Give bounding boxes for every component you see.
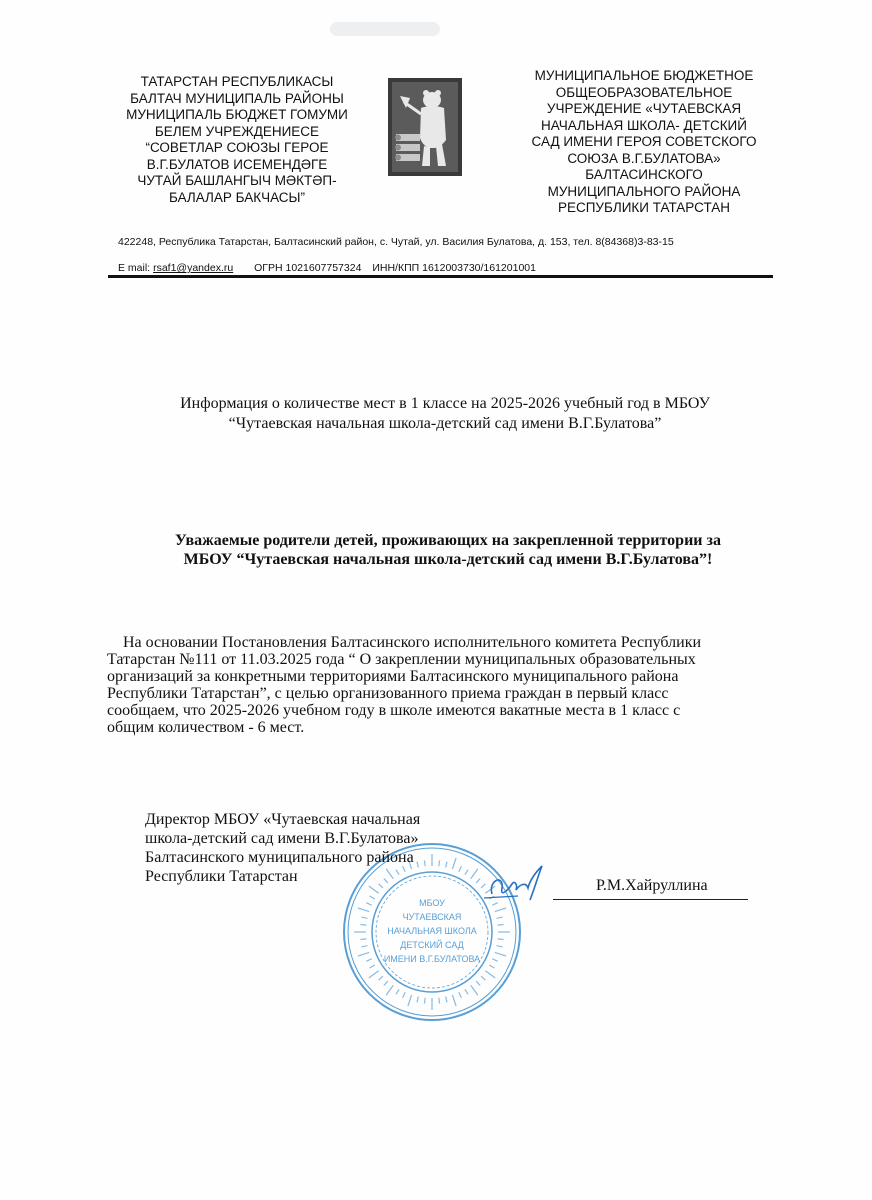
body-line: Республики Татарстан”, с целью организованного приема граждан в первый класс	[107, 685, 669, 702]
appeal-heading	[108, 531, 788, 569]
header-right-line: ОБЩЕОБРАЗОВАТЕЛЬНОЕ	[555, 84, 733, 100]
signature-line	[553, 899, 748, 900]
email-link[interactable]: rsaf1@yandex.ru	[153, 262, 234, 274]
title-line: Информация о количестве мест в 1 классе на 2025-2026 учебный год в МБОУ	[180, 395, 710, 412]
stamp-ring-mark	[481, 976, 485, 980]
stamp-ring-mark	[369, 971, 379, 978]
ogrn-value: ОГРН 1021607757324	[254, 262, 362, 274]
stamp-ring-mark	[495, 908, 506, 912]
scan-artifact	[330, 22, 440, 36]
signatory-line: Балтасинского муниципального района	[145, 849, 414, 866]
stamp-ring-mark	[408, 995, 412, 1006]
header-left-line: БЕЛЕМ УЧРЕЖДЕНИЕСЕ	[154, 123, 320, 139]
stamp-ring-mark	[362, 946, 368, 947]
stamp-ring-mark	[489, 965, 494, 968]
stamp-ring-mark	[370, 896, 375, 899]
stamp-ring-mark	[396, 989, 399, 994]
header-divider	[108, 275, 773, 278]
bear-emblem-icon	[388, 78, 462, 176]
signatory-line: Республики Татарстан	[145, 868, 298, 885]
body-line: общим количеством - 6 мест.	[107, 719, 305, 736]
stamp-ring-mark	[497, 917, 503, 918]
stamp-ring-mark	[370, 965, 375, 968]
stamp-inner-line: ДЕТСКИЙ САД	[400, 940, 464, 950]
organization-address: 422248, Республика Татарстан, Балтасинский район, с. Чутай, ул. Василия Булатова, д. 153, тел. 8(84368)3-83-15	[118, 236, 674, 248]
document-title	[110, 394, 780, 434]
stamp-ring-mark	[498, 924, 504, 925]
signatory-line: Директор МБОУ «Чутаевская начальная	[145, 811, 421, 828]
header-left-line: ТАТАРСТАН РЕСПУБЛИКАСЫ	[140, 74, 334, 89]
stamp-ring-mark	[366, 903, 371, 905]
stamp-ring-mark	[358, 952, 369, 956]
header-right-line: НАЧАЛЬНАЯ ШКОЛА- ДЕТСКИЙ	[541, 117, 747, 133]
header-right-russian	[508, 68, 780, 217]
stamp-inner-line: МБОУ	[419, 898, 445, 908]
stamp-ring-mark	[360, 924, 366, 925]
appeal-line: МБОУ “Чутаевская начальная школа-детский сад имени В.Г.Булатова”!	[183, 551, 713, 568]
stamp-ring-mark	[366, 959, 371, 961]
header-left-line: “СОВЕТЛАР СОЮЗЫ ГЕРОЕ	[145, 140, 329, 155]
header-right-line: УЧРЕЖДЕНИЕ «ЧУТАЕВСКАЯ	[546, 101, 742, 116]
stamp-inner-line: ИМЕНИ В.Г.БУЛАТОВА	[383, 954, 481, 964]
header-left-line: ЧУТАЙ БАШЛАНГЫЧ МӘКТӘП-	[137, 173, 337, 188]
signatory-name: Р.М.Хайруллина	[596, 877, 708, 894]
stamp-ring-mark	[369, 886, 379, 893]
stamp-ring-mark	[378, 976, 382, 980]
header-right-line: МУНИЦИПАЛЬНОЕ БЮДЖЕТНОЕ	[534, 68, 754, 83]
stamp-ring-mark	[452, 995, 456, 1006]
stamp-ring-mark	[424, 998, 425, 1004]
stamp-ring-mark	[446, 997, 447, 1003]
signatory-block	[145, 810, 505, 886]
stamp-ring-mark	[403, 992, 405, 997]
stamp-ring-mark	[476, 981, 480, 985]
stamp-ring-mark	[439, 998, 440, 1004]
stamp-ring-mark	[465, 989, 468, 994]
header-left-line: МУНИЦИПАЛЬ БЮДЖЕТ ГОМУМИ	[126, 107, 348, 122]
stamp-ring-mark	[386, 985, 393, 995]
header-left-line: БАЛАЛАР БАКЧАСЫ”	[169, 189, 305, 205]
stamp-ring-mark	[471, 985, 478, 995]
header-left-line: В.Г.БУЛАТОВ ИСЕМЕНДӘГЕ	[146, 156, 328, 172]
body-line: Татарстан №111 от 11.03.2025 года “ О закреплении муниципальных образовательных	[107, 651, 696, 668]
stamp-ring-mark	[459, 992, 461, 997]
inn-kpp-value: ИНН/КПП 1612003730/161201001	[372, 262, 536, 274]
body-line: сообщаем, что 2025-2026 учебном году в школе имеются вакатные места в 1 класс с	[107, 702, 681, 719]
appeal-line: Уважаемые родители детей, проживающих на закрепленной территории за	[175, 532, 721, 549]
stamp-ring-mark	[495, 952, 506, 956]
body-line: На основании Постановления Балтасинского исполнительного комитета Республики	[107, 634, 702, 651]
stamp-ring-mark	[497, 946, 503, 947]
stamp-inner-line: ЧУТАЕВСКАЯ	[402, 912, 462, 922]
header-right-line: СОЮЗА В.Г.БУЛАТОВА»	[567, 150, 721, 166]
header-right-line: САД ИМЕНИ ГЕРОЯ СОВЕТСКОГО	[531, 134, 757, 149]
stamp-ring-mark	[498, 939, 504, 940]
stamp-ring-mark	[360, 939, 366, 940]
stamp-ring-mark	[492, 959, 497, 961]
header-right-line: РЕСПУБЛИКИ ТАТАРСТАН	[557, 200, 731, 215]
header-left-tatar	[92, 74, 382, 206]
stamp-ring-mark	[362, 917, 368, 918]
header-right-line: МУНИЦИПАЛЬНОГО РАЙОНА	[547, 183, 741, 199]
header-right-line: БАЛТАСИНСКОГО	[585, 167, 703, 182]
stamp-ring-mark	[417, 997, 418, 1003]
email-label: E mail:	[118, 262, 151, 274]
organization-contacts	[118, 262, 544, 274]
stamp-ring-mark	[485, 971, 495, 978]
stamp-ring-mark	[384, 981, 388, 985]
title-line: “Чутаевская начальная школа-детский сад имени В.Г.Булатова”	[228, 415, 662, 432]
stamp-inner-line: НАЧАЛЬНАЯ ШКОЛА	[387, 926, 477, 936]
header-left-line: БАЛТАЧ МУНИЦИПАЛЬ РАЙОНЫ	[130, 90, 344, 106]
body-paragraph	[107, 634, 777, 736]
signatory-line: школа-детский сад имени В.Г.Булатова»	[145, 830, 419, 847]
stamp-ring-mark	[358, 908, 369, 912]
body-line: организаций за конкретными территориями Балтасинского муниципального района	[107, 668, 679, 685]
